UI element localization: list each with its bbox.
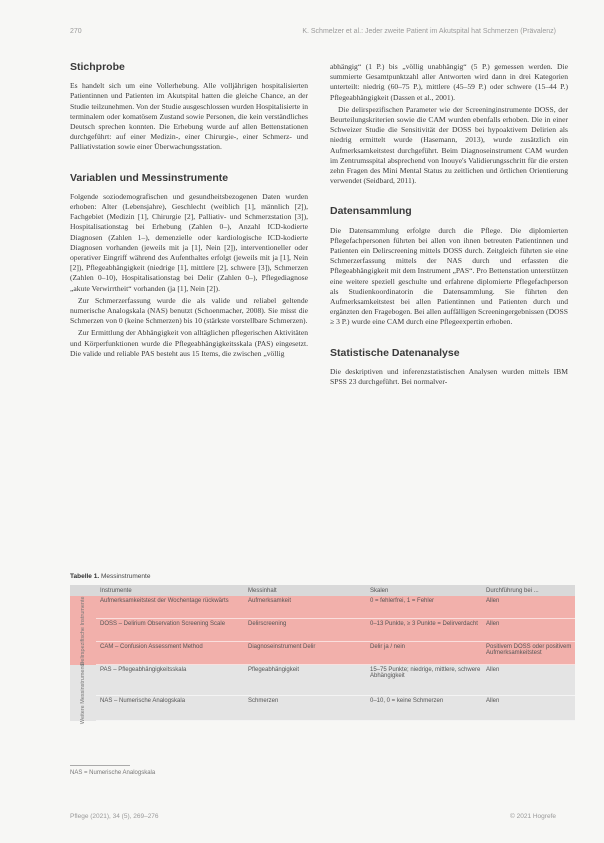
table-cell: 0 = fehlerfrei, 1 = Fehler — [370, 598, 435, 604]
right-column — [330, 62, 568, 389]
heading-statistik: Statistische Datenanalyse — [330, 346, 460, 359]
table-cell: Delirscreening — [248, 621, 287, 627]
paragraph: Die deskriptiven und inferenzstatistischen Analysen wurden mittels IBM SPSS 23 durchgeführt. Bei normalver- — [330, 366, 568, 387]
table-cell: Delir ja / nein — [370, 644, 406, 650]
running-title: K. Schmelzer et al.: Jeder zweite Patient im Akutspital hat Schmerzen (Prävalenz) — [302, 28, 556, 35]
paragraph: abhängig“ (1 P.) bis „völlig unabhängig“ (5 P.) gemessen werden. Die summierte Gesamtpunktzahl aller Antworten wird dann in drei Kategorien unterteilt: niedrig (60–75 P.), mittlere (45–59 P.) oder schwere (15–44 P.) Pflegeabhängigkeit (Dassen et al., 2001). — [330, 62, 568, 102]
table-cell: 0–13 Punkte, ≥ 3 Punkte = Delirverdacht — [370, 621, 478, 627]
table-row — [96, 696, 575, 721]
table-cell: Allen — [486, 598, 500, 604]
footer-citation: Pflege (2021), 34 (5), 269–276 — [70, 813, 159, 820]
table-cell: CAM – Confusion Assessment Method — [100, 644, 203, 650]
footnote-rule — [70, 765, 130, 766]
table-cell: Positivem DOSS oder positivem Aufmerksamkeitstest — [486, 644, 572, 656]
table-cell: Aufmerksamkeitstest der Wochentage rückwärts — [100, 598, 229, 604]
table-header-row — [70, 585, 575, 596]
paragraph: Zur Schmerzerfassung wurde die als valide und reliabel geltende numerische Analogskala (NAS) benutzt (Schoenmacher, 2008). Sie misst die Schmerzen von 0 (keine Schmerzen) bis 10 (stärkste vorstellbare Schmerzen). — [70, 295, 308, 326]
paragraph: Es handelt sich um eine Vollerhebung. Alle volljährigen hospitalisierten Patientinnen und Patienten im Akutspital hatten die gleiche Chance, an der Studie teilzunehmen. Von der Studie ausgeschlossen wurden Hospitalisierte in terminalem oder komatösem Zustand sowie Personen, die kein verständliches Deutsch sprechen konnten. Die Erhebung wurde auf allen Bettenstationen durchgeführt: auf einer Medizin-, einer Chirurgie-, einer Schmerz- und Palliativstation sowie einer Überwachungsstation. — [70, 81, 308, 152]
table-caption — [70, 573, 150, 580]
table-header-cell: Skalen — [370, 587, 389, 594]
paragraph: Zur Ermittlung der Abhängigkeit von alltäglichen pflegerischen Aktivitäten und Körperfunktionen wurde die Pflegeabhängigkeitsskala (PAS) eingesetzt. Die valide und reliable PAS besteht aus 15 Items, die zwischen „völlig — [70, 328, 308, 358]
table-cell: Diagnoseinstrument Delir — [248, 644, 316, 650]
table-cell: Allen — [486, 698, 500, 704]
heading-datensammlung: Datensammlung — [330, 205, 412, 218]
running-header — [70, 28, 556, 42]
footer-copyright: © 2021 Hogrefe — [510, 813, 556, 820]
group-label: Delirspezifische Instrumente — [80, 595, 86, 666]
table-caption-label: Tabelle 1. — [70, 573, 100, 580]
table-group-weitere — [70, 661, 575, 725]
page-footer — [70, 813, 556, 820]
table-cell: 15–75 Punkte; niedrige, mittlere, schwere Abhängigkeit — [370, 667, 481, 679]
table-cell: NAS – Numerische Analogskala — [100, 698, 186, 704]
table-cell: Aufmerksamkeit — [248, 598, 292, 604]
table-cell: 0–10, 0 = keine Schmerzen — [370, 698, 444, 704]
footnote: NAS = Numerische Analogskala — [70, 770, 156, 776]
paragraph: Die delirspezifischen Parameter wie der Screeninginstrumente DOSS, der Beurteilungskriterien sowie die CAM wurden ebenfalls erhoben. Die in einer Schweizer Studie die Sensitivität der DOSS bei hypoaktivem Delirien als niedrig ermittelt wurde (Hasemann, 2013), wurde zusätzlich ein Aufmerksamkeitstest durchgeführt. Beim Diagnoseinstrument CAM wurden im Zentrumsspital absprechend von Inouye's Validierungsschritt für die ersten zehn Fragen des Mini Mental Status zu zeitlichen und örtlichen Orientierung verwendet (Seidbard, 2011). — [330, 104, 568, 186]
left-column — [70, 62, 308, 361]
table-cell: Schmerzen — [248, 698, 279, 704]
table-header-cell: Messinhalt — [248, 587, 277, 594]
page-number: 270 — [70, 28, 82, 35]
table-cell: DOSS – Delirium Observation Screening Scale — [100, 621, 226, 627]
table-cell: PAS – Pflegeabhängigkeitsskala — [100, 667, 187, 673]
table-row — [96, 619, 575, 642]
table-row — [96, 642, 575, 665]
group-label: Weitere Messinstrumente — [80, 661, 86, 725]
table-cell: Pflegeabhängigkeit — [248, 667, 300, 673]
heading-variablen: Variablen und Messinstrumente — [70, 171, 229, 184]
heading-stichprobe: Stichprobe — [70, 61, 125, 73]
table-cell: Allen — [486, 621, 500, 627]
paragraph: Folgende soziodemografischen und gesundheitsbezogenen Daten wurden erhoben: Alter (Lebensjahre), Geschlecht (weiblich [1], männlich [2]), Fachgebiet (Medizin [1], Chirurgie [2], Palliativ- und Schmerzstation [3]), Hospitalisationstag bei Erhebung (Zahlen 0–), Anzahl ICD-kodierte Diagnosen (Zahlen 1–), demenzielle oder kardiologische ICD-kodierte Diagnosen vorhanden (jeweils mit ja [1], Nein [2]), interventioneller oder operativer Eingriff während des Aufenthaltes erfolgt (jeweils mit ja [1], Nein [2]), Pflegeabhängigkeit (niedrige [1], mittlere [2], schwere [3]), Schmerzen (Zahlen 0–10), Hospitalisationstag bei Delir (Zahlen 0–), Pflegediagnose „akute Verwirrtheit“ vorhanden (ja [1], Nein [2]). — [70, 191, 308, 293]
table-group-delir — [70, 596, 575, 665]
paragraph: Die Datensammlung erfolgte durch die Pflege. Die diplomierten Pflegefachpersonen führten bei allen von ihnen betreuten Patientinnen und Patienten ein Delirscreening mittels DOSS durch. Zeitgleich führten sie eine Schmerzerfassung mittels der NAS durch und erfassten die Pflegeabhängigkeit mit dem Instrument „PAS“. Pro Bettenstation unterstützen eine weitere speziell geschulte und erfahrene diplomierte Pflegefachperson als Studienkoordinatorin die Datensammlung. Sie führten den Aufmerksamkeitstest bei allen Patientinnen und Patienten durch und ergänzten den Fragebogen. Bei allen auffälligen Screeningergebnissen (DOSS ≥ 3 P.) wurde eine CAM durch eine Pflegeexpertin erhoben. — [330, 225, 568, 327]
table-caption-text: Messinstrumente — [100, 573, 151, 580]
instruments-table — [70, 585, 575, 725]
table-row — [96, 596, 575, 619]
table-row — [96, 665, 575, 696]
table-header-cell: Instrumente — [100, 587, 132, 594]
table-cell: Allen — [486, 667, 500, 673]
table-header-cell: Durchführung bei ... — [486, 587, 539, 594]
